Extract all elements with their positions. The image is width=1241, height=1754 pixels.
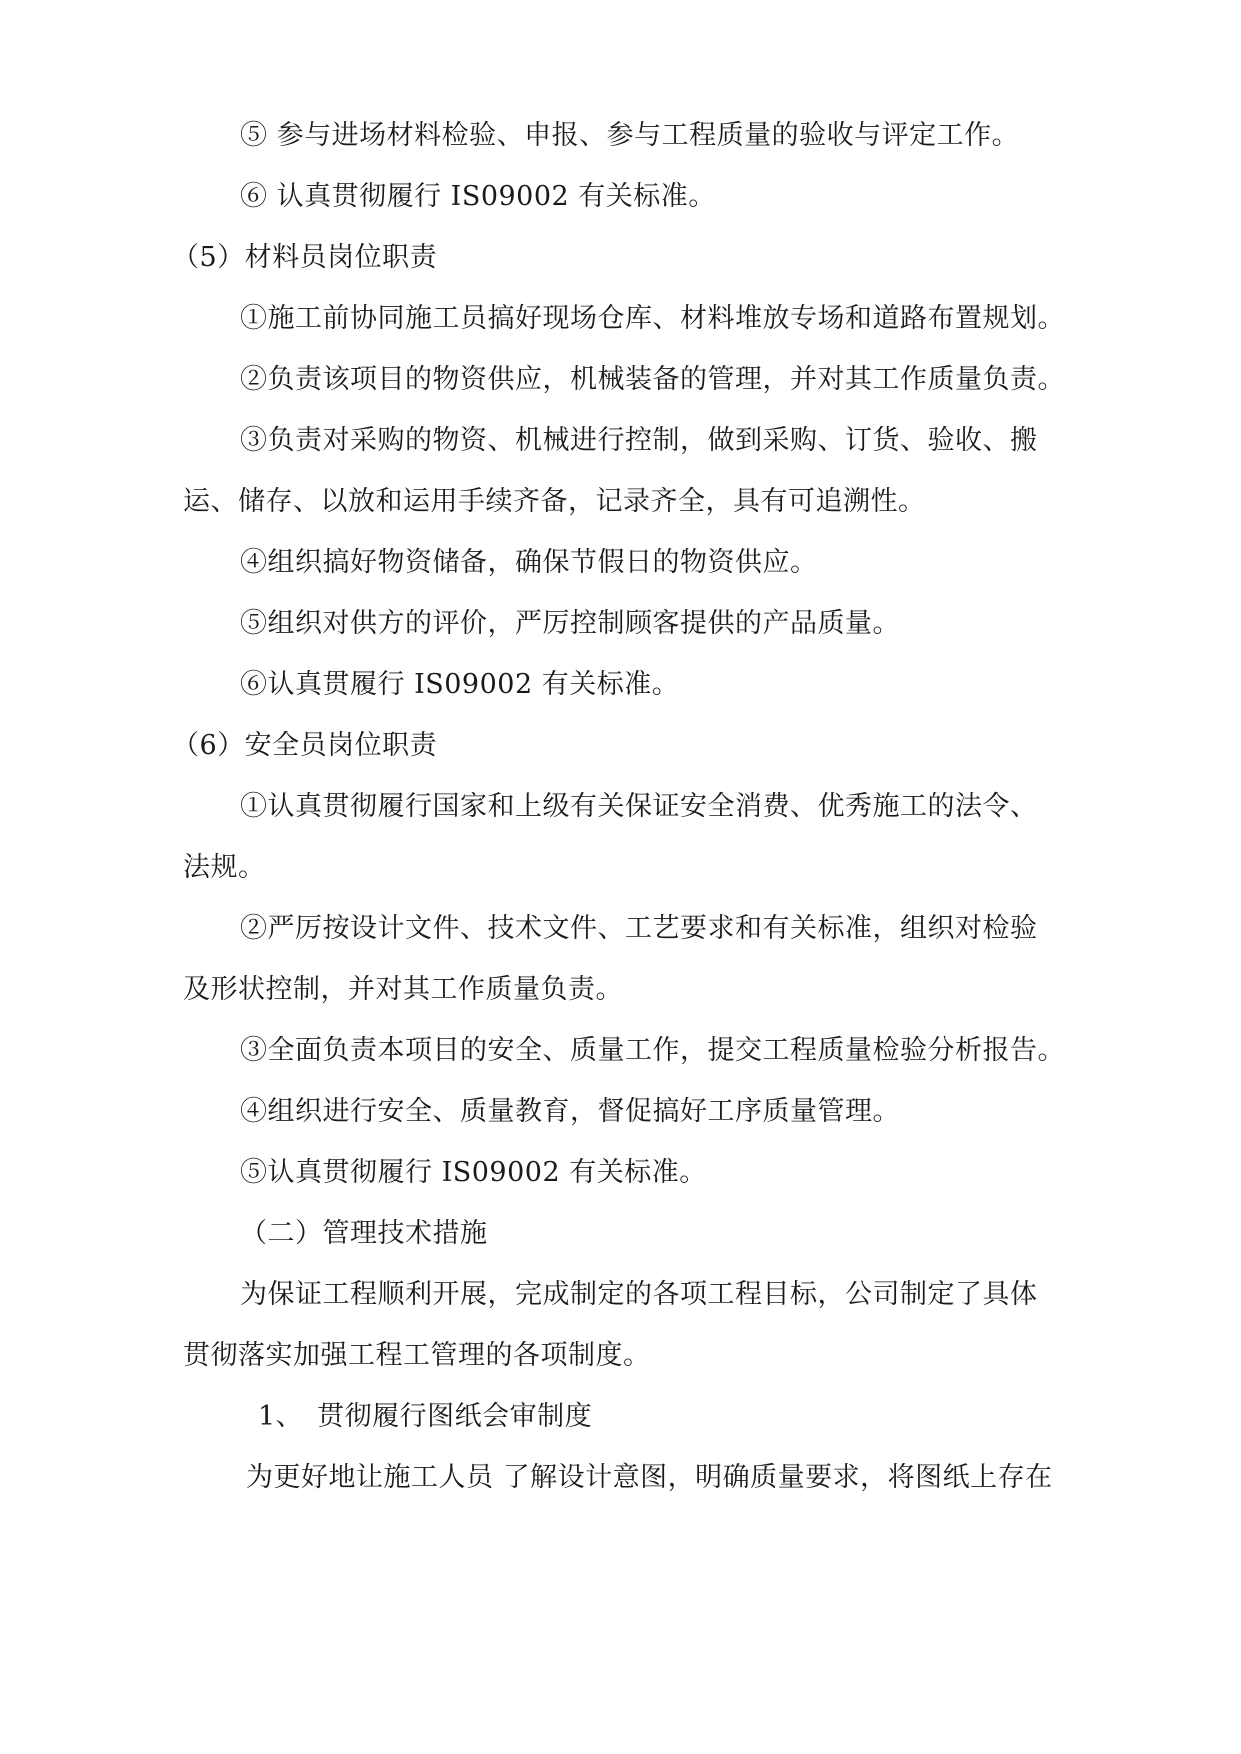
text-line: 法规。 xyxy=(183,852,266,883)
text-line: 运、储存、以放和运用手续齐备，记录齐全，具有可追溯性。 xyxy=(183,486,926,517)
text-line: ②负责该项目的物资供应，机械装备的管理，并对其工作质量负责。 xyxy=(240,364,1065,395)
section-heading: （二）管理技术措施 xyxy=(240,1218,488,1249)
section-heading: （5）材料员岗位职责 xyxy=(172,242,438,273)
text-line: ①认真贯彻履行国家和上级有关保证安全消费、优秀施工的法令、 xyxy=(240,791,1038,822)
text-line: ⑥ 认真贯彻履行 IS09002 有关标准。 xyxy=(240,181,716,212)
text-line: 及形状控制，并对其工作质量负责。 xyxy=(183,974,623,1005)
text-line: 贯彻落实加强工程工管理的各项制度。 xyxy=(183,1340,651,1371)
text-line: 为保证工程顺利开展，完成制定的各项工程目标，公司制定了具体 xyxy=(240,1279,1038,1310)
text-line: ①施工前协同施工员搞好现场仓库、材料堆放专场和道路布置规划。 xyxy=(240,303,1065,334)
text-line: ③全面负责本项目的安全、质量工作，提交工程质量检验分析报告。 xyxy=(240,1035,1065,1066)
text-line: ⑤组织对供方的评价，严厉控制顾客提供的产品质量。 xyxy=(240,608,900,639)
subsection-heading: 1、 贯彻履行图纸会审制度 xyxy=(258,1401,593,1432)
text-line: ②严厉按设计文件、技术文件、工艺要求和有关标准，组织对检验 xyxy=(240,913,1038,944)
section-heading: （6）安全员岗位职责 xyxy=(172,730,438,761)
text-line: ⑤ 参与进场材料检验、申报、参与工程质量的验收与评定工作。 xyxy=(240,120,1020,151)
text-line: ③负责对采购的物资、机械进行控制，做到采购、订货、验收、搬 xyxy=(240,425,1038,456)
text-line: ④组织进行安全、质量教育，督促搞好工序质量管理。 xyxy=(240,1096,900,1127)
text-line: 为更好地让施工人员 了解设计意图，明确质量要求，将图纸上存在 xyxy=(246,1462,1053,1493)
text-line: ⑤认真贯彻履行 IS09002 有关标准。 xyxy=(240,1157,707,1188)
text-line: ④组织搞好物资储备，确保节假日的物资供应。 xyxy=(240,547,818,578)
text-line: ⑥认真贯履行 IS09002 有关标准。 xyxy=(240,669,680,700)
